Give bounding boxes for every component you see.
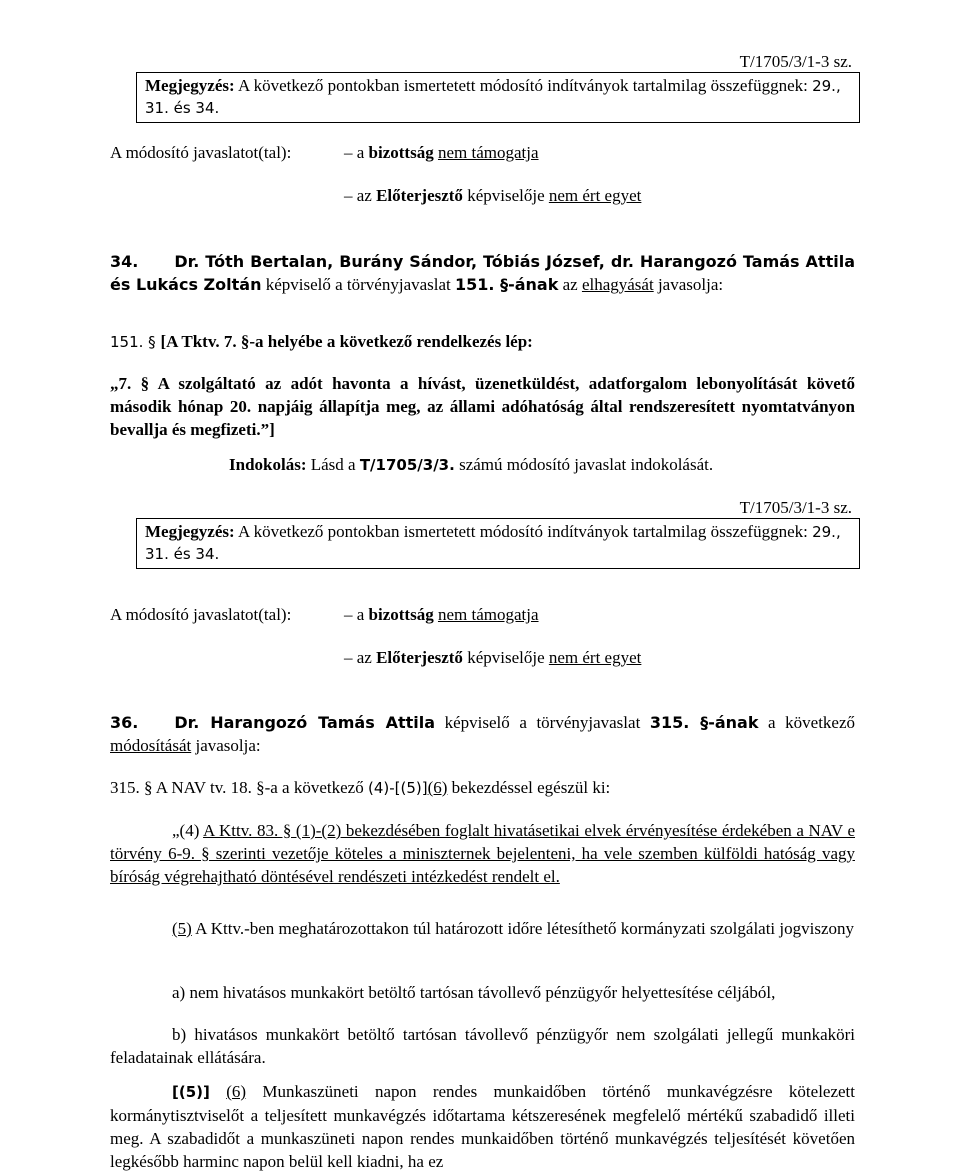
- item-number: 36.: [110, 713, 139, 732]
- item-action: módosítását: [110, 736, 192, 755]
- item-36-paragraph-ref: 315. § A NAV tv. 18. §-a a következő (4)-[(5)](6) bekezdéssel egészül ki:: [110, 778, 611, 797]
- presenter-position: – az Előterjesztő képviselője nem ért egyet: [344, 648, 642, 667]
- presenter-word: Előterjesztő: [376, 186, 463, 205]
- presenter-position: – az Előterjesztő képviselője nem ért egyet: [344, 186, 642, 205]
- provision-5-number: (5): [172, 919, 192, 938]
- item-action: elhagyását: [581, 275, 654, 294]
- item-34-quoted-provision: „7. § A szolgáltató az adót havonta a hívást, üzenetküldést, adatforgalom lebonyolítását követő második hónap 20. napjáig állapítja meg, az állami adóhatóság által rendszeresített nyomtatványon bevallja és megfizeti.”]: [110, 374, 855, 439]
- related-amendments-note: [136, 518, 860, 569]
- provision-5-point-a: a) nem hivatásos munkakört betöltő tartósan távollevő pénzügyőr helyettesítése céljából,: [172, 983, 776, 1002]
- committee-word: bizottság: [368, 143, 434, 162]
- proposal-label: A módosító javaslatot(tal):: [110, 605, 292, 624]
- presenter-verdict: nem ért egyet: [548, 648, 642, 667]
- item-36-heading: 36. Dr. Harangozó Tamás Attila képviselő a törvényjavaslat 315. §-ának a következő módosítását javasolja:: [110, 713, 856, 755]
- new-paragraph: (6): [226, 1082, 247, 1101]
- committee-verdict: nem támogatja: [437, 605, 539, 624]
- note-text: A következő pontokban ismertetett módosító indítványok tartalmilag összefüggnek:: [234, 76, 813, 95]
- removed-paragraph: (4)-[(5)]: [367, 779, 428, 797]
- item-authors: Dr. Harangozó Tamás Attila: [174, 713, 436, 732]
- committee-position: – a bizottság nem támogatja: [344, 605, 539, 624]
- reason-label: Indokolás:: [229, 455, 307, 474]
- provision-5-point-b: b) hivatásos munkakört betöltő tartósan távollevő pénzügyőr nem szolgálati jellegű munkaköri feladatainak ellátására.: [110, 1025, 855, 1067]
- provision-6: [(5)] (6) Munkaszüneti napon rendes munkaidőben történő munkavégzésre kötelezett kormánytisztviselőt a teljesített munkavégzés időtartama kétszeresének megfelelő mértékű szabadidő illeti meg. A szabadidőt a munkaszüneti napon rendes munkaidőben történő munkavégzés teljesítését követően legkésőbb harminc napon belül kell kiadni, ha ez: [110, 1082, 856, 1171]
- proposal-label: A módosító javaslatot(tal):: [110, 143, 292, 162]
- item-34-paragraph-ref: 151. § [A Tktv. 7. §-a helyébe a következő rendelkezés lép:: [110, 332, 533, 351]
- new-paragraph: (6): [427, 778, 448, 797]
- committee-verdict: nem támogatja: [437, 143, 539, 162]
- item-number: 34.: [110, 252, 139, 271]
- item-section: 151. §-ának: [455, 275, 559, 294]
- reason-reference: T/1705/3/3.: [359, 456, 455, 474]
- item-34-heading: 34. Dr. Tóth Bertalan, Burány Sándor, Tóbiás József, dr. Harangozó Tamás Attila és Lukács Zoltán képviselő a törvényjavaslat 151. §-ának az elhagyását javasolja:: [110, 252, 855, 294]
- provision-4: „(4) A Kttv. 83. § (1)-(2) bekezdésében foglalt hivatásetikai elvek érvényesítése érdekében a NAV e törvény 6-9. § szerinti vezetője köteles a miniszternek bejelenteni, ha vele szemben külföldi hatóság vagy bíróság végrehajtható döntésével rendészeti intézkedést rendelt el.: [110, 821, 855, 886]
- committee-word: bizottság: [368, 605, 434, 624]
- item-34-reasoning: Indokolás: Lásd a T/1705/3/3. számú módosító javaslat indokolását.: [229, 455, 714, 474]
- removed-paragraph: [(5)]: [172, 1083, 210, 1101]
- provision-5: (5) A Kttv.-ben meghatározottakon túl határozott időre létesíthető kormányzati szolgálati jogviszony: [172, 919, 855, 938]
- item-section: 315. §-ának: [649, 713, 759, 732]
- committee-position: – a bizottság nem támogatja: [344, 143, 539, 162]
- note-numbers: 29., 31. és 34.: [145, 77, 841, 117]
- presenter-word: Előterjesztő: [376, 648, 463, 667]
- note-label: Megjegyzés:: [145, 522, 235, 541]
- note-text: A következő pontokban ismertetett módosító indítványok tartalmilag összefüggnek:: [234, 522, 813, 541]
- related-amendments-note: [136, 72, 860, 123]
- inserted-text: A Kttv. 83. § (1)-(2) bekezdésében foglalt hivatásetikai elvek érvényesítése érdekében a NAV e törvény 6-9. § szerinti vezetője köteles a miniszternek bejelenteni, ha vele szemben külföldi hatóság vagy bíróság végrehajtható döntésével rendészeti intézkedést rendelt el.: [110, 821, 855, 886]
- presenter-verdict: nem ért egyet: [548, 186, 642, 205]
- item-authors: Dr. Tóth Bertalan, Burány Sándor, Tóbiás József, dr. Harangozó Tamás Attila és Lukács Zoltán: [110, 252, 855, 294]
- note-numbers: 29., 31. és 34.: [145, 523, 841, 563]
- document-reference: T/1705/3/1-3 sz.: [739, 498, 852, 517]
- note-label: Megjegyzés:: [145, 76, 235, 95]
- document-reference: T/1705/3/1-3 sz.: [739, 52, 852, 71]
